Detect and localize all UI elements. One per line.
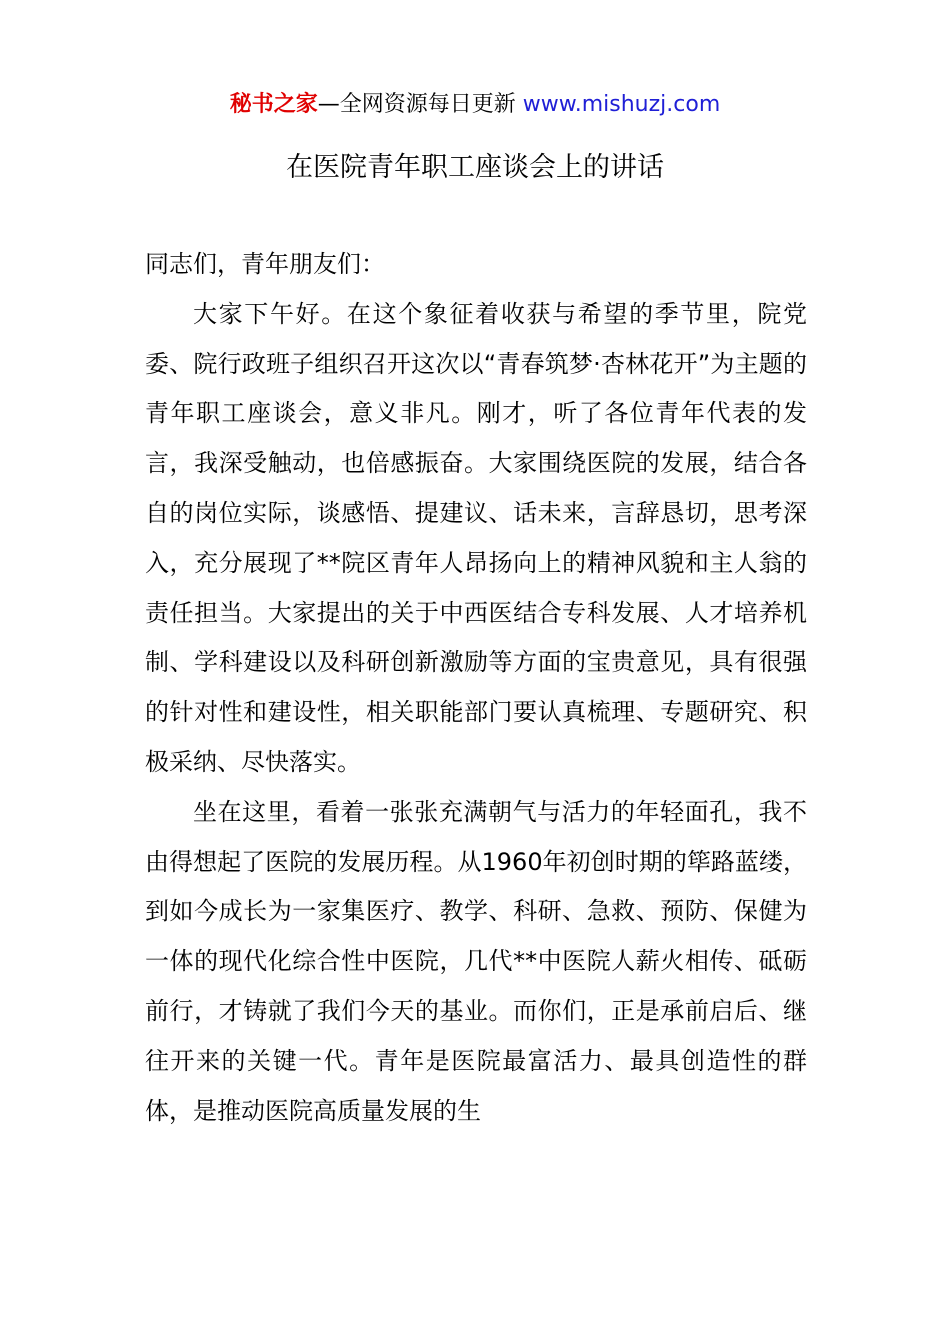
body-paragraph-1: 大家下午好。在这个象征着收获与希望的季节里，院党委、院行政班子组织召开这次以“青春筑梦·杏林花开”为主题的青年职工座谈会，意义非凡。刚才，听了各位青年代表的发言，我深受触动，也倍感振奋。大家围绕医院的发展，结合各自的岗位实际，谈感悟、提建议、话未来，言辞恳切，思考深入，充分展现了**院区青年人昂扬向上的精神风貌和主人翁的责任担当。大家提出的关于中西医结合专科发展、人才培养机制、学科建设以及科研创新激励等方面的宝贵意见，具有很强的针对性和建设性，相关职能部门要认真梳理、专题研究、积极采纳、尽快落实。 xyxy=(145,299,807,776)
site-header xyxy=(0,88,950,122)
site-url-link[interactable]: www.mishuzj.com xyxy=(522,92,721,117)
document-body xyxy=(145,240,807,1136)
header-tagline: —全网资源每日更新 xyxy=(317,92,523,117)
document-title: 在医院青年职工座谈会上的讲话 xyxy=(286,152,664,183)
body-paragraph-2: 坐在这里，看着一张张充满朝气与活力的年轻面孔，我不由得想起了医院的发展历程。从1960年初创时期的筚路蓝缕，到如今成长为一家集医疗、教学、科研、急救、预防、保健为一体的现代化综合性中医院，几代**中医院人薪火相传、砥砺前行，才铸就了我们今天的基业。而你们，正是承前启后、继往开来的关键一代。青年是医院最富活力、最具创造性的群体，是推动医院高质量发展的生 xyxy=(145,797,807,1125)
salutation: 同志们，青年朋友们： xyxy=(145,250,385,278)
brand-name: 秘书之家 xyxy=(229,92,318,117)
